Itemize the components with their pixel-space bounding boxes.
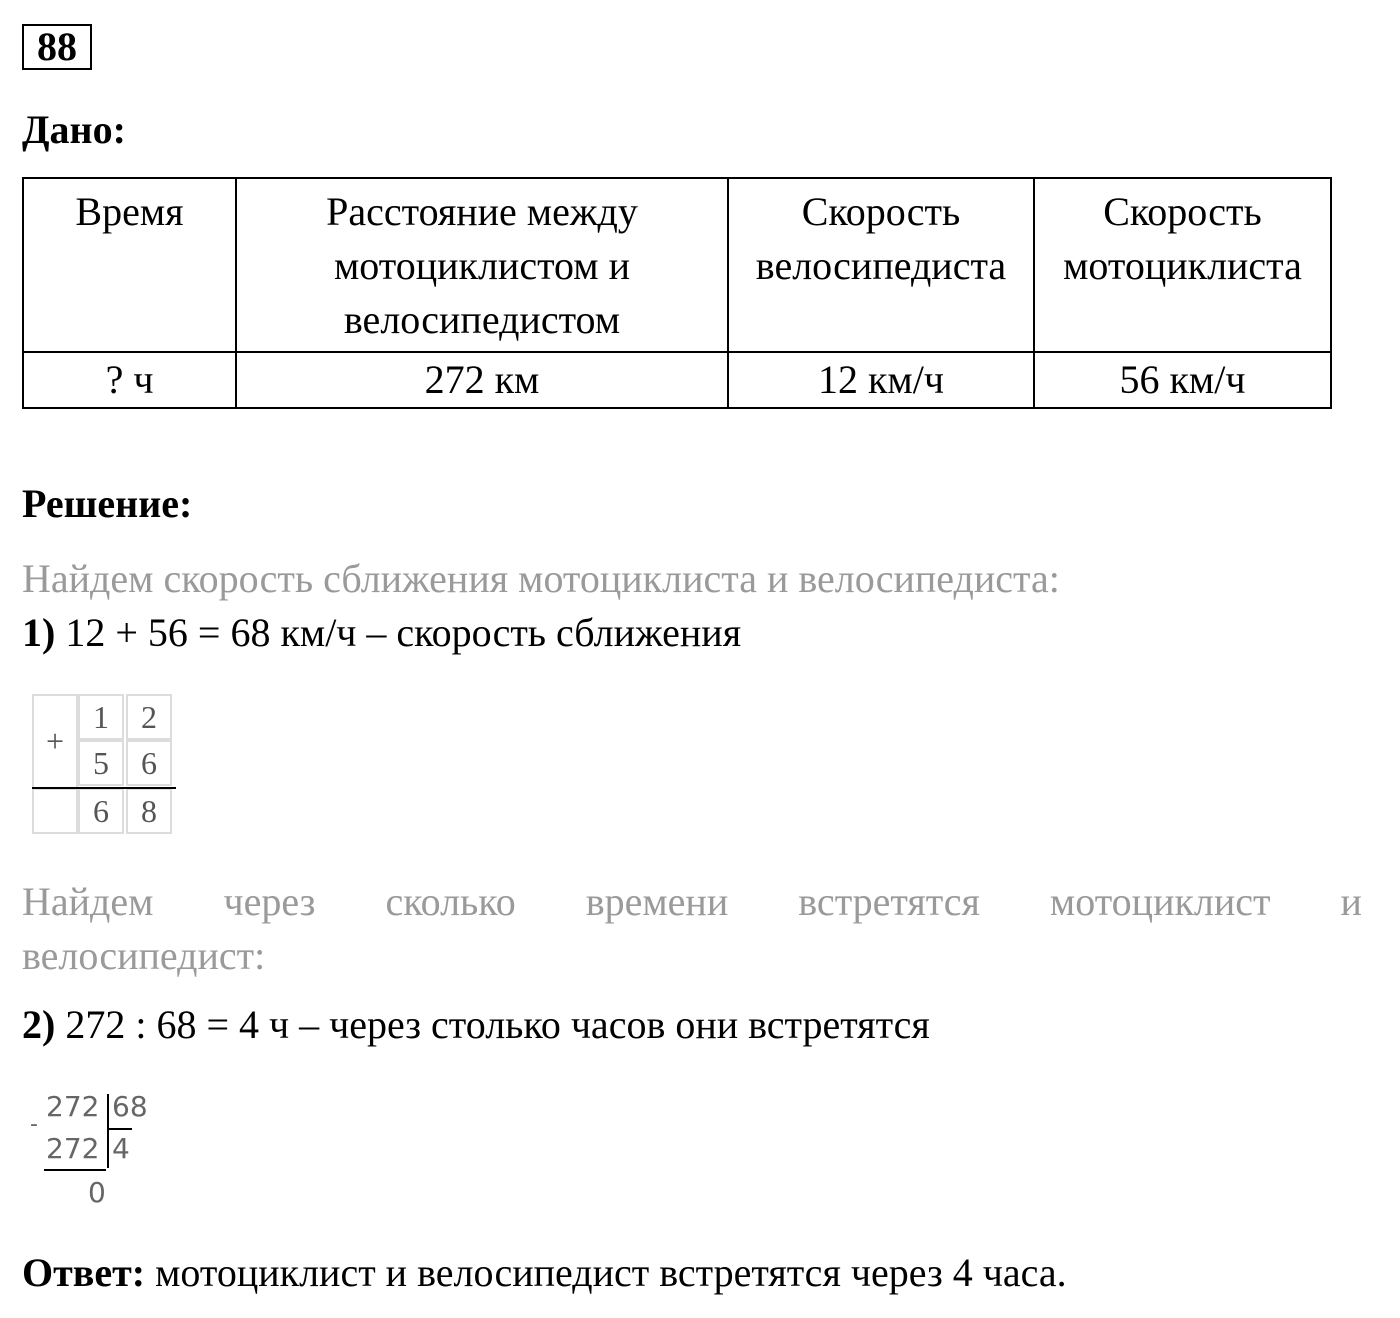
step2-word-2: через: [223, 879, 316, 924]
add-row1-d1: 1: [78, 694, 124, 740]
sum-line: [32, 787, 176, 789]
add-result-d2: 8: [126, 788, 172, 834]
add-row2-d1: 5: [78, 740, 124, 786]
long-division: [28, 1090, 168, 1210]
solution-heading: Решение:: [22, 481, 193, 526]
dividend: 272: [46, 1090, 100, 1123]
add-empty-cell: [32, 788, 78, 834]
task-number: 88: [22, 24, 92, 70]
division-bracket-horizontal: [108, 1128, 132, 1130]
subtraction-line: [44, 1169, 106, 1171]
quotient: 4: [112, 1132, 130, 1165]
step2-number: 2): [22, 1002, 56, 1047]
step1-number: 1): [22, 610, 56, 655]
division-bracket-vertical: [107, 1094, 109, 1168]
header-time: Время: [23, 178, 236, 352]
step2-text: 272 : 68 = 4 ч – через столько часов они встретятся: [65, 1002, 930, 1047]
step1-intro: Найдем скорость сближения мотоциклиста и велосипедиста:: [22, 556, 1060, 601]
value-motorcyclist-speed: 56 км/ч: [1034, 352, 1331, 408]
add-row1-d2: 2: [126, 694, 172, 740]
add-row2-d2: 6: [126, 740, 172, 786]
step1-line: [22, 606, 741, 660]
step2-word-7: и: [1340, 879, 1362, 924]
header-motorcyclist-speed: Скорость мотоциклиста: [1034, 178, 1331, 352]
answer-line: [22, 1246, 1067, 1300]
divisor: 68: [112, 1090, 148, 1123]
value-distance: 272 км: [236, 352, 728, 408]
remainder: 0: [88, 1176, 106, 1209]
value-time: ? ч: [23, 352, 236, 408]
add-result-d1: 6: [78, 788, 124, 834]
step2-word-3: сколько: [385, 879, 516, 924]
step2-word-6: мотоциклист: [1049, 879, 1271, 924]
value-cyclist-speed: 12 км/ч: [728, 352, 1034, 408]
step2-intro-line2: велосипедист:: [22, 933, 266, 978]
given-table: [22, 177, 1332, 409]
step2-word-4: времени: [585, 879, 729, 924]
minus-sign: -: [30, 1112, 38, 1137]
step2-word-5: встретятся: [798, 879, 980, 924]
step1-text: 12 + 56 = 68 км/ч – скорость сближения: [65, 610, 742, 655]
step2-intro-line1: [22, 875, 1362, 929]
given-heading: Дано:: [22, 107, 126, 152]
step2-word-1: Найдем: [22, 879, 154, 924]
answer-label: Ответ:: [22, 1250, 146, 1295]
subtrahend: 272: [46, 1132, 100, 1165]
answer-text: мотоциклист и велосипедист встретятся через 4 часа.: [145, 1250, 1067, 1295]
header-cyclist-speed: Скорость велосипедиста: [728, 178, 1034, 352]
plus-sign: +: [32, 694, 78, 788]
column-addition: [32, 694, 176, 834]
step2-line: [22, 998, 930, 1052]
header-distance: Расстояние между мотоциклистом и велосипедистом: [236, 178, 728, 352]
